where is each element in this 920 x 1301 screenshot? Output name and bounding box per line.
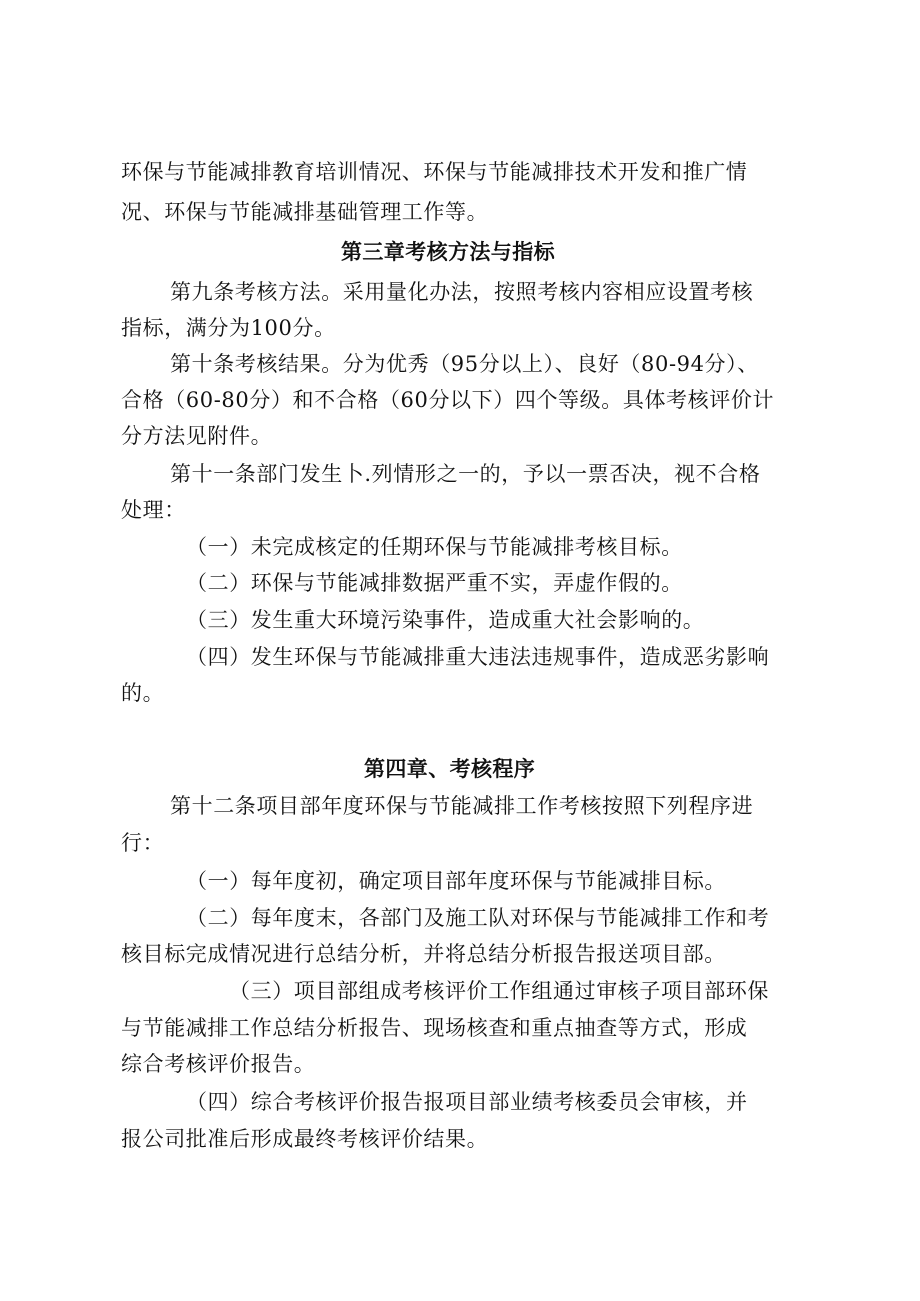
proc-item-1: （一）每年度初，确定项目部年度环保与节能减排目标。 bbox=[186, 869, 726, 893]
art10-line-1: 第十条考核结果。分为优秀（95分以上）、良好（80-94分）、 bbox=[170, 352, 759, 376]
art11-item-4-line-1: （四）发生环保与节能减排重大违法违规事件，造成恶劣影响 bbox=[186, 645, 770, 669]
intro-line-1: 环保与节能减排教育培训情况、环保与节能减排技术开发和推广情 bbox=[121, 160, 748, 184]
art9-line-1: 第九条考核方法。采用量化办法，按照考核内容相应设置考核 bbox=[170, 280, 754, 304]
art11-line-1: 第十一条部门发生卜.列情形之一的，予以一票否决，视不合格 bbox=[170, 462, 761, 486]
art11-item-1: （一）未完成核定的任期环保与节能减排考核目标。 bbox=[186, 535, 683, 559]
art11-item-4-line-2: 的。 bbox=[121, 681, 165, 705]
art9-line-2: 指标，满分为100分。 bbox=[121, 316, 336, 340]
proc-item-4-line-1: （四）综合考核评价报告报项目部业绩考核委员会审核，并 bbox=[186, 1090, 748, 1114]
art12-line-2: 行： bbox=[121, 831, 165, 855]
proc-item-2-line-1: （二）每年度末，各部门及施工队对环保与节能减排工作和考 bbox=[186, 906, 770, 930]
proc-item-3-line-2: 与节能减排工作总结分析报告、现场核查和重点抽查等方式，形成 bbox=[121, 1016, 748, 1040]
proc-item-2-line-2: 核目标完成情况进行总结分析，并将总结分析报告报送项目部。 bbox=[121, 942, 726, 966]
proc-item-3-line-1: （三）项目部组成考核评价工作组通过审核子项目部环保 bbox=[229, 979, 769, 1003]
art10-line-2: 合格（60-80分）和不合格（60分以下）四个等级。具体考核评价计 bbox=[121, 388, 775, 412]
proc-item-3-line-3: 综合考核评价报告。 bbox=[121, 1052, 316, 1076]
chapter4-title: 第四章、考核程序 bbox=[364, 757, 536, 781]
proc-item-4-line-2: 报公司批准后形成最终考核评价结果。 bbox=[121, 1127, 489, 1151]
art11-item-3: （三）发生重大环境污染事件，造成重大社会影响的。 bbox=[186, 608, 705, 632]
art11-item-2: （二）环保与节能减排数据严重不实，弄虚作假的。 bbox=[186, 571, 683, 595]
art10-line-3: 分方法见附件。 bbox=[121, 424, 273, 448]
chapter3-title: 第三章考核方法与指标 bbox=[341, 240, 555, 264]
art11-line-2: 处理： bbox=[121, 498, 186, 522]
intro-line-2: 况、环保与节能减排基础管理工作等。 bbox=[121, 200, 489, 224]
art12-line-1: 第十二条项目部年度环保与节能减排工作考核按照下列程序进 bbox=[170, 794, 754, 818]
